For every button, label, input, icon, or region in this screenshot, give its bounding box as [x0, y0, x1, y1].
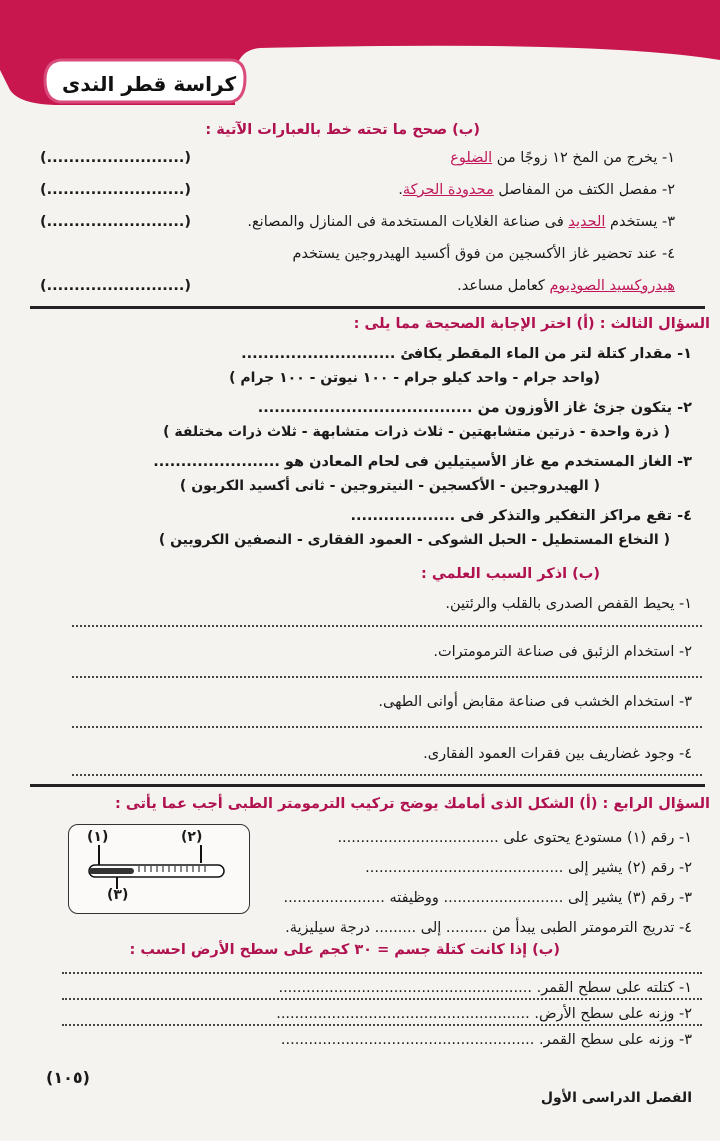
- thermometer-icon: [69, 843, 249, 903]
- q4-item-2: ٢- رقم (٢) يشير إلى ...........................................: [365, 860, 692, 876]
- q4-item-4: ٤- تدريج الترمومتر الطبى يبدأ من ......... إلى ......... درجة سيليزية.: [285, 920, 692, 936]
- q4-b-item-3: ٣- وزنه على سطح القمر. .......................................................: [280, 1032, 692, 1048]
- b1-item-4: ٤- عند تحضير غاز الأكسجين من فوق أكسيد الهيدروجين يستخدم: [292, 246, 675, 262]
- q3-options-3: ( الهيدروجين - الأكسجين - النيتروجين - ثانى أكسيد الكربون ): [179, 478, 600, 494]
- q4-item-3: ٣- رقم (٣) يشير إلى .......................... ووظيفته ......................: [283, 890, 692, 906]
- q3-item-3: ٣- الغاز المستخدم مع غاز الأسيتيلين فى لحام المعادن هو .......................: [153, 454, 692, 470]
- q4-item-1: ١- رقم (١) مستودع يحتوى على ...................................: [337, 830, 692, 846]
- label-1: (١): [87, 829, 109, 845]
- q4-b-title: (ب) إذا كانت كتلة جسم = ٣٠ كجم على سطح الأرض احسب :: [129, 942, 560, 958]
- q3-b-item-2: ٢- استخدام الزئبق فى صناعة الترمومترات.: [433, 644, 692, 660]
- b1-blank-2[interactable]: (.........................): [40, 182, 191, 198]
- b1-item-2: ٢- مفصل الكتف من المفاصل محدودة الحركة.: [398, 182, 675, 198]
- q3-b-title: (ب) اذكر السبب العلمي :: [420, 566, 600, 582]
- q3-b-item-1: ١- يحيط القفص الصدرى بالقلب والرئتين.: [445, 596, 692, 612]
- b1-blank-3[interactable]: (.........................): [40, 214, 191, 230]
- q3-b-item-4: ٤- وجود غضاريف بين فقرات العمود الفقارى.: [423, 746, 692, 762]
- answer-line-1[interactable]: [72, 625, 702, 627]
- divider-1: [30, 306, 705, 309]
- b1-item-3: ٣- يستخدم الحديد فى صناعة الغلايات المستخدمة فى المنازل والمصانع.: [247, 214, 675, 230]
- q3-options-2: ( ذرة واحدة - ذرتين متشابهتين - ثلاث ذرات متشابهة - ثلاث ذرات مختلفة ): [163, 424, 670, 440]
- answer-line-2[interactable]: [72, 676, 702, 678]
- answer-line-3[interactable]: [72, 726, 702, 728]
- divider-2: [30, 784, 705, 787]
- q3-options-4: ( النخاع المستطيل - الحبل الشوكى - العمود الفقارى - النصفين الكرويين ): [158, 532, 670, 548]
- q4-b-item-2: ٢- وزنه على سطح الأرض. .......................................................: [276, 1006, 692, 1022]
- calc-line-3[interactable]: [62, 1024, 702, 1026]
- answer-line-4[interactable]: [72, 774, 702, 776]
- q3-title: السؤال الثالث : (أ) اختر الإجابة الصحيحة مما يلى :: [353, 316, 710, 332]
- q3-item-1: ١- مقدار كتلة لتر من الماء المقطر يكافئ ............................: [241, 346, 692, 362]
- header-banner: [0, 0, 720, 115]
- label-2: (٢): [181, 829, 203, 845]
- b1-blank-1[interactable]: (.........................): [40, 150, 191, 166]
- footer-semester: الفصل الدراسى الأول: [540, 1090, 692, 1106]
- q3-item-4: ٤- تقع مراكز التفكير والتذكر فى ...................: [350, 508, 692, 524]
- q3-item-2: ٢- يتكون جزئ غاز الأوزون من .......................................: [257, 400, 692, 416]
- b1-item-1: ١- يخرج من المخ ١٢ زوجًا من الضلوع: [450, 150, 675, 166]
- calc-line-2[interactable]: [62, 998, 702, 1000]
- q4-title: السؤال الرابع : (أ) الشكل الذى أمامك يوضح تركيب الترمومتر الطبى أجب عما يأتى :: [114, 796, 710, 812]
- page-number: (١٠٥): [46, 1068, 90, 1087]
- q3-b-item-3: ٣- استخدام الخشب فى صناعة مقابض أوانى الطهى.: [378, 694, 692, 710]
- thermometer-figure: [68, 824, 250, 914]
- b1-blank-4[interactable]: (.........................): [40, 278, 191, 294]
- q4-b-item-1: ١- كتلته على سطح القمر. .......................................................: [278, 980, 692, 996]
- section-b-title: (ب) صحح ما تحته خط بالعبارات الآتية :: [205, 122, 480, 138]
- brand-title: كراسة قطر الندى: [62, 72, 237, 96]
- b1-item-4-line2: هيدروكسيد الصوديوم كعامل مساعد.: [457, 278, 675, 294]
- calc-line-1[interactable]: [62, 972, 702, 974]
- label-3: (٣): [107, 887, 129, 903]
- q3-options-1: (واحد جرام - واحد كيلو جرام - ١٠٠ نيوتن - ١٠٠ جرام ): [229, 370, 600, 386]
